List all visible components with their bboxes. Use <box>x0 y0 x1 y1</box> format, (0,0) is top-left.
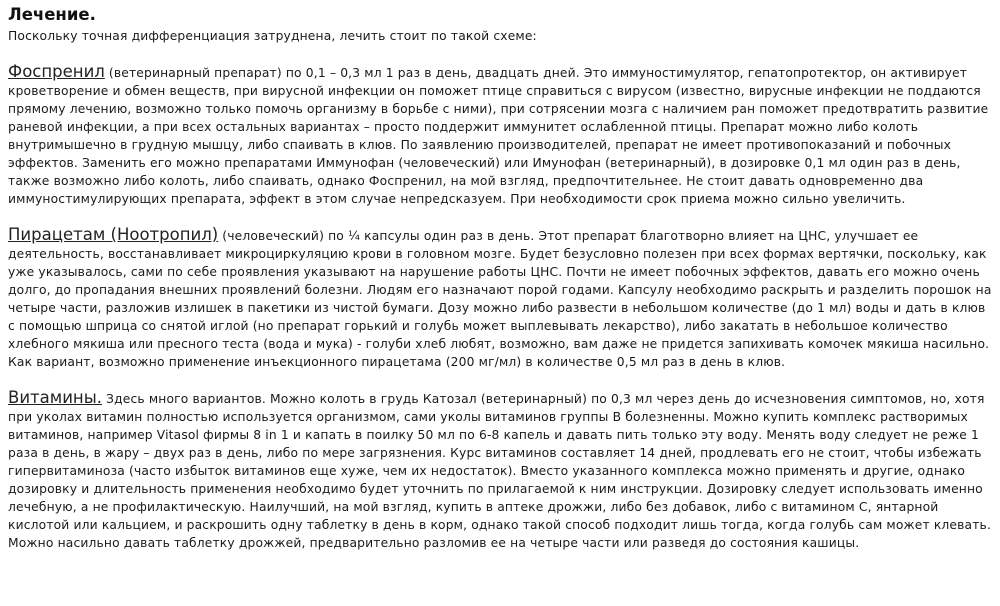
section-vitamins <box>8 389 994 552</box>
intro-paragraph: Поскольку точная дифференциация затруднена, лечить стоит по такой схеме: <box>8 29 537 43</box>
article <box>8 5 994 552</box>
term-vitamins: Витамины. <box>8 388 102 407</box>
section-piracetam-text: (человеческий) по ¼ капсулы один раз в день. Этот препарат благотворно влияет на ЦНС, улучшает ее деятельность, восстанавливает микроциркуляцию крови в головном мозге. Будет безусловно полезен при всех формах вертячки, поскольку, как уже указывалось, сами по себе проявления указывают на нарушение работы ЦНС. Почти не имеет побочных эффектов, давать его можно очень долго, до пропадания внешних проявлений болезни. Людям его назначают порой годами. Капсулу необходимо раскрыть и разделить порошок на четыре части, разложив излишек в пакетики из чистой бумаги. Дозу можно либо развести в небольшом количестве (до 1 мл) воды и дать в клюв с помощью шприца со снятой иглой (но препарат горький и голубь может выплевывать лекарство), либо закатать в небольшое количество хлебного мякиша или пресного теста (вода и мука) - голуби хлеб любят, возможно, вам даже не придется запихивать комочек мякиша насильно. Как вариант, возможно применение инъекционного пирацетама (200 мг/мл) в количестве 0,5 мл раз в день в клюв. <box>8 229 992 369</box>
section-piracetam <box>8 226 994 371</box>
page-title: Лечение. <box>8 5 96 24</box>
term-piracetam: Пирацетам (Ноотропил) <box>8 225 219 244</box>
section-fosprenil-text: (ветеринарный препарат) по 0,1 – 0,3 мл 1 раз в день, двадцать дней. Это иммуностимулятор, гепатопротектор, он активирует кроветворение и обмен веществ, при вирусной инфекции он поможет птице справиться с вирусом (известно, вирусные инфекции не поддаются прямому лечению, возможно только помочь организму в борьбе с ними), при сотрясении мозга с наличием ран поможет предотвратить развитие раневой инфекции, а при всех остальных вариантах – просто поддержит иммунитет ослабленной птицы. Препарат можно либо колоть внутримышечно в грудную мышцу, либо спаивать в клюв. По заявлению производителей, препарат не имеет противопоказаний и побочных эффектов. Заменить его можно препаратами Иммунофан (человеческий) или Имунофан (ветеринарный), в дозировке 0,1 мл один раз в день, также возможно либо колоть, либо спаивать, однако Фоспренил, на мой взгляд, предпочтительнее. Не стоит давать одновременно два иммуностимулирующих препарата, эффект в этом случае непредсказуем. При необходимости срок приема можно сильно увеличить. <box>8 66 989 206</box>
term-fosprenil: Фоспренил <box>8 62 105 81</box>
section-fosprenil <box>8 63 994 208</box>
section-vitamins-text: Здесь много вариантов. Можно колоть в грудь Катозал (ветеринарный) по 0,3 мл через день до исчезновения симптомов, но, хотя при уколах витамин полностью используется организмом, сами уколы витаминов группы В болезненны. Можно купить комплекс растворимых витаминов, например Vitasol фирмы 8 in 1 и капать в поилку 50 мл по 6-8 капель и давать пить только эту воду. Менять воду следует не реже 1 раза в день, в жару – двух раз в день, либо по мере загрязнения. Курс витаминов составляет 14 дней, продлевать его не стоит, чтобы избежать гипервитаминоза (часто избыток витаминов еще хуже, чем их недостаток). Вместо указанного комплекса можно применять и другие, однако дозировку и длительность применения необходимо будет уточнить по прилагаемой к ним инструкции. Дозировку следует использовать именно лечебную, а не профилактическую. Наилучший, на мой взгляд, купить в аптеке дрожжи, либо без добавок, либо с витамином С, янтарной кислотой или кальцием, и раскрошить одну таблетку в день в корм, однако такой способ подходит лишь тогда, когда голубь сам может клевать. Можно насильно давать таблетку дрожжей, предварительно разломив ее на четыре части или разведя до состояния кашицы. <box>8 392 992 550</box>
